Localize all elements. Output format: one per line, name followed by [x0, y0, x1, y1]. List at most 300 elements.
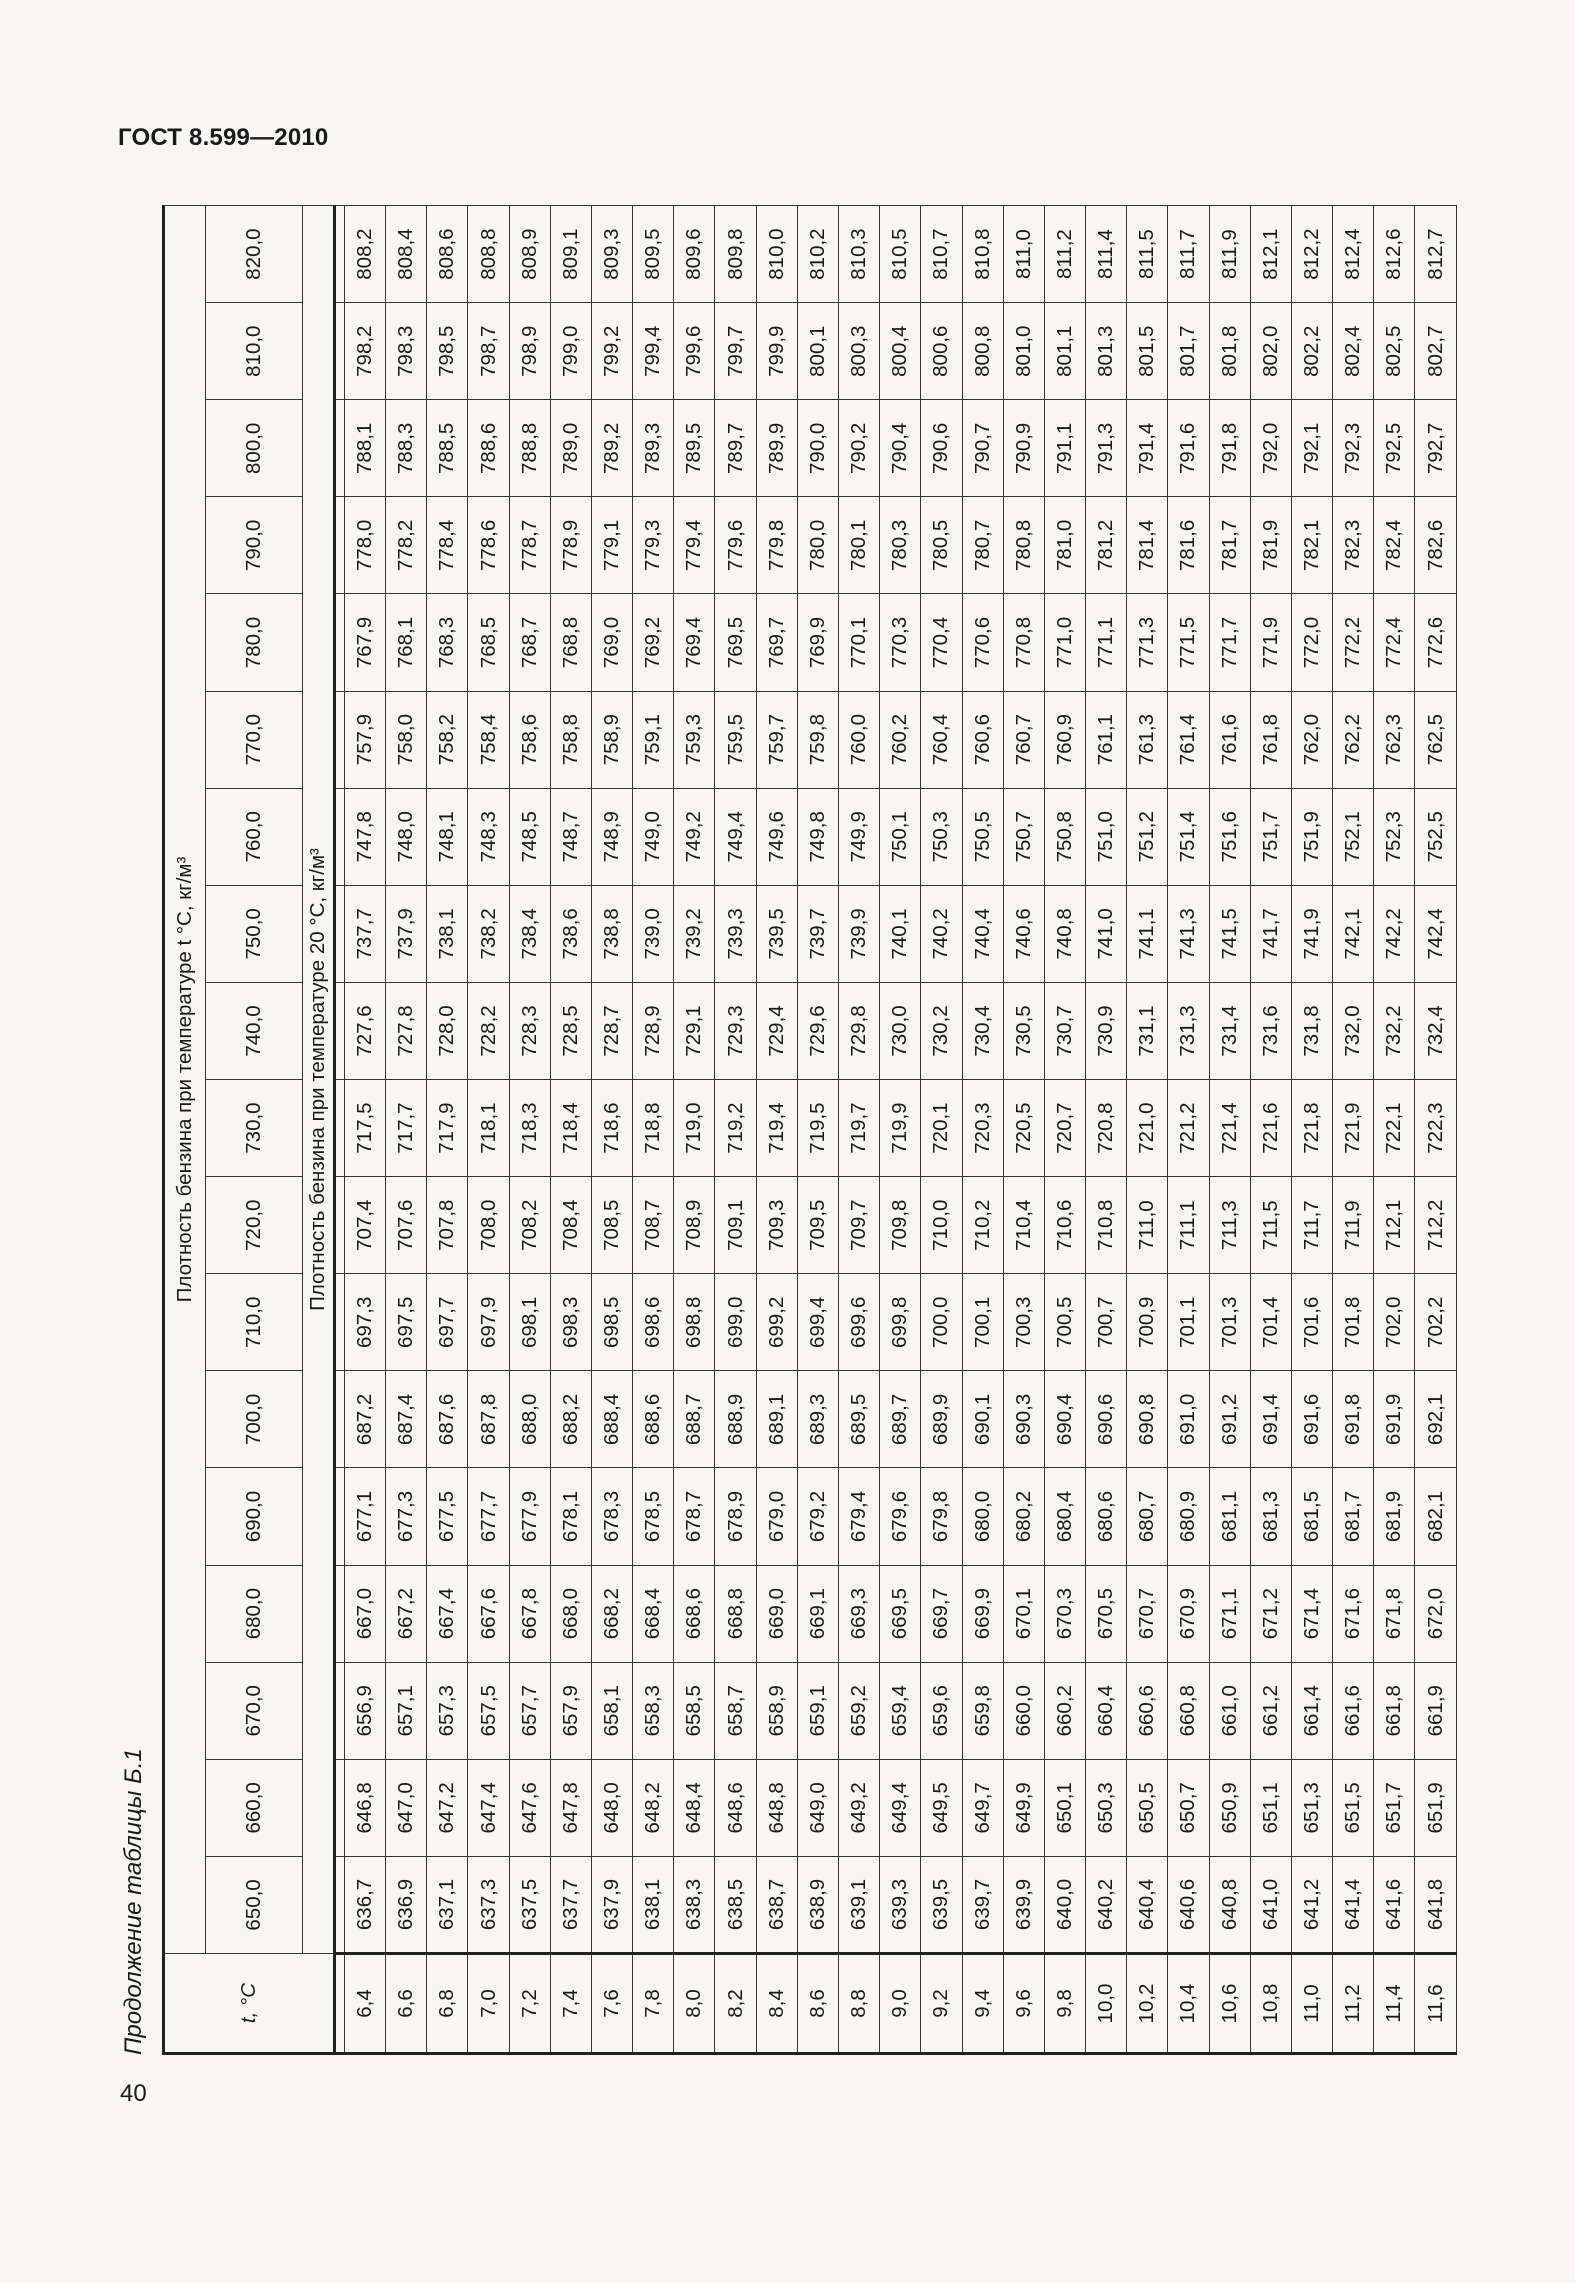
density-cell: 680,2	[1003, 1468, 1044, 1565]
density-cell: 811,2	[1044, 206, 1085, 303]
density-cell: 690,3	[1003, 1371, 1044, 1468]
density-cell: 657,1	[386, 1662, 427, 1759]
density-cell: 690,6	[1086, 1371, 1127, 1468]
density-cell: 758,0	[386, 691, 427, 788]
density-cell: 649,5	[921, 1759, 962, 1856]
density-cell: 810,2	[797, 206, 838, 303]
density-cell: 701,1	[1168, 1274, 1209, 1371]
table-row	[633, 206, 674, 2054]
density-cell: 771,7	[1209, 594, 1250, 691]
density-cell: 771,1	[1086, 594, 1127, 691]
table-row	[1333, 206, 1374, 2054]
density-cell: 780,5	[921, 497, 962, 594]
density-cell: 808,2	[344, 206, 385, 303]
density-cell: 687,4	[386, 1371, 427, 1468]
density-cell: 811,7	[1168, 206, 1209, 303]
density-cell: 791,3	[1086, 400, 1127, 497]
density-cell: 678,3	[591, 1468, 632, 1565]
density-cell: 677,7	[468, 1468, 509, 1565]
density-cell: 768,5	[468, 594, 509, 691]
density-cell: 771,0	[1044, 594, 1085, 691]
density-cell: 668,4	[633, 1565, 674, 1662]
density-cell: 718,6	[591, 1080, 632, 1177]
density-cell: 697,9	[468, 1274, 509, 1371]
density-cell: 762,3	[1374, 691, 1415, 788]
density-cell: 649,2	[839, 1759, 880, 1856]
density-cell: 742,1	[1333, 885, 1374, 982]
density-cell: 730,0	[880, 982, 921, 1079]
density-cell: 752,5	[1415, 788, 1457, 885]
density-cell: 791,6	[1168, 400, 1209, 497]
table-row	[1127, 206, 1168, 2054]
density-cell: 732,0	[1333, 982, 1374, 1079]
density-cell: 672,0	[1415, 1565, 1457, 1662]
density-cell: 699,6	[839, 1274, 880, 1371]
density-cell: 650,7	[1168, 1759, 1209, 1856]
density-cell: 801,3	[1086, 303, 1127, 400]
density-cell: 799,0	[550, 303, 591, 400]
density-cell: 679,2	[797, 1468, 838, 1565]
temperature-cell: 10,2	[1127, 1954, 1168, 2054]
density-cell: 729,8	[839, 982, 880, 1079]
density-cell: 659,6	[921, 1662, 962, 1759]
temperature-cell: 10,0	[1086, 1954, 1127, 2054]
density-cell: 812,4	[1333, 206, 1374, 303]
table-row	[1415, 206, 1457, 2054]
density-cell: 748,1	[427, 788, 468, 885]
density-cell: 700,7	[1086, 1274, 1127, 1371]
density-cell: 749,6	[756, 788, 797, 885]
density-cell: 660,0	[1003, 1662, 1044, 1759]
density-cell: 721,0	[1127, 1080, 1168, 1177]
density-cell: 761,1	[1086, 691, 1127, 788]
density-cell: 751,2	[1127, 788, 1168, 885]
density-cell: 780,0	[797, 497, 838, 594]
density-cell: 767,9	[344, 594, 385, 691]
density-cell: 668,0	[550, 1565, 591, 1662]
density-cell: 781,7	[1209, 497, 1250, 594]
density-cell: 677,9	[509, 1468, 550, 1565]
density-cell: 739,3	[715, 885, 756, 982]
density-cell: 679,0	[756, 1468, 797, 1565]
table-row	[591, 206, 632, 2054]
density-cell: 810,7	[921, 206, 962, 303]
density-cell: 749,9	[839, 788, 880, 885]
density-cell: 638,9	[797, 1856, 838, 1953]
column-header: 780,0	[206, 594, 303, 691]
density-cell: 718,3	[509, 1080, 550, 1177]
density-cell: 692,1	[1415, 1371, 1457, 1468]
spacer-cell	[335, 206, 345, 303]
density-cell: 712,2	[1415, 1177, 1457, 1274]
density-cell: 669,3	[839, 1565, 880, 1662]
density-cell: 671,8	[1374, 1565, 1415, 1662]
density-cell: 700,0	[921, 1274, 962, 1371]
density-cell: 757,9	[344, 691, 385, 788]
density-cell: 638,5	[715, 1856, 756, 1953]
spacer-cell	[335, 1371, 345, 1468]
density-cell: 722,1	[1374, 1080, 1415, 1177]
density-cell: 731,1	[1127, 982, 1168, 1079]
density-cell: 799,6	[674, 303, 715, 400]
density-cell: 647,8	[550, 1759, 591, 1856]
density-cell: 772,4	[1374, 594, 1415, 691]
density-cell: 779,3	[633, 497, 674, 594]
density-cell: 809,6	[674, 206, 715, 303]
column-header: 660,0	[206, 1759, 303, 1856]
density-cell: 738,4	[509, 885, 550, 982]
density-cell: 719,7	[839, 1080, 880, 1177]
density-cell: 810,0	[756, 206, 797, 303]
density-cell: 709,7	[839, 1177, 880, 1274]
density-cell: 679,8	[921, 1468, 962, 1565]
density-cell: 728,9	[633, 982, 674, 1079]
density-cell: 659,8	[962, 1662, 1003, 1759]
density-cell: 760,9	[1044, 691, 1085, 788]
density-cell: 708,5	[591, 1177, 632, 1274]
density-cell: 711,5	[1250, 1177, 1291, 1274]
density-cell: 649,4	[880, 1759, 921, 1856]
density-cell: 709,1	[715, 1177, 756, 1274]
density-cell: 770,6	[962, 594, 1003, 691]
density-cell: 781,6	[1168, 497, 1209, 594]
density-cell: 728,7	[591, 982, 632, 1079]
temperature-header: t, °C	[164, 1954, 335, 2054]
density-cell: 742,4	[1415, 885, 1457, 982]
density-cell: 670,9	[1168, 1565, 1209, 1662]
density-cell: 738,1	[427, 885, 468, 982]
density-cell: 710,0	[921, 1177, 962, 1274]
density-cell: 749,8	[797, 788, 838, 885]
density-cell: 758,4	[468, 691, 509, 788]
density-cell: 741,0	[1086, 885, 1127, 982]
density-cell: 792,7	[1415, 400, 1457, 497]
density-cell: 812,7	[1415, 206, 1457, 303]
density-cell: 790,6	[921, 400, 962, 497]
density-cell: 769,5	[715, 594, 756, 691]
density-cell: 761,6	[1209, 691, 1250, 788]
density-cell: 660,6	[1127, 1662, 1168, 1759]
density-cell: 650,5	[1127, 1759, 1168, 1856]
table-row	[1003, 206, 1044, 2054]
density-cell: 641,0	[1250, 1856, 1291, 1953]
spacer-cell	[335, 1468, 345, 1565]
density-cell: 801,5	[1127, 303, 1168, 400]
density-cell: 721,4	[1209, 1080, 1250, 1177]
density-cell: 639,1	[839, 1856, 880, 1953]
density-cell: 808,6	[427, 206, 468, 303]
density-cell: 778,4	[427, 497, 468, 594]
density-cell: 749,0	[633, 788, 674, 885]
column-header: 710,0	[206, 1274, 303, 1371]
density-cell: 801,8	[1209, 303, 1250, 400]
density-cell: 780,7	[962, 497, 1003, 594]
density-cell: 678,9	[715, 1468, 756, 1565]
density-table-rotated	[162, 205, 1457, 2055]
density-cell: 717,5	[344, 1080, 385, 1177]
density-cell: 780,3	[880, 497, 921, 594]
density-cell: 772,0	[1291, 594, 1332, 691]
density-cell: 778,0	[344, 497, 385, 594]
spacer-cell	[335, 1080, 345, 1177]
density-cell: 637,1	[427, 1856, 468, 1953]
density-cell: 689,7	[880, 1371, 921, 1468]
density-cell: 801,1	[1044, 303, 1085, 400]
density-cell: 762,2	[1333, 691, 1374, 788]
density-cell: 639,3	[880, 1856, 921, 1953]
density-cell: 731,6	[1250, 982, 1291, 1079]
density-cell: 647,2	[427, 1759, 468, 1856]
density-cell: 729,1	[674, 982, 715, 1079]
density-cell: 729,4	[756, 982, 797, 1079]
density-cell: 639,7	[962, 1856, 1003, 1953]
density-cell: 690,8	[1127, 1371, 1168, 1468]
density-cell: 798,7	[468, 303, 509, 400]
density-cell: 728,5	[550, 982, 591, 1079]
density-cell: 668,6	[674, 1565, 715, 1662]
density-cell: 717,7	[386, 1080, 427, 1177]
temperature-cell: 7,2	[509, 1954, 550, 2054]
column-header: 670,0	[206, 1662, 303, 1759]
density-cell: 638,1	[633, 1856, 674, 1953]
density-cell: 698,8	[674, 1274, 715, 1371]
density-cell: 728,0	[427, 982, 468, 1079]
density-cell: 741,9	[1291, 885, 1332, 982]
density-cell: 729,3	[715, 982, 756, 1079]
density-cell: 800,8	[962, 303, 1003, 400]
density-cell: 711,9	[1333, 1177, 1374, 1274]
density-cell: 681,5	[1291, 1468, 1332, 1565]
density-cell: 758,2	[427, 691, 468, 788]
density-cell: 677,3	[386, 1468, 427, 1565]
density-cell: 729,6	[797, 982, 838, 1079]
density-cell: 811,4	[1086, 206, 1127, 303]
density-cell: 636,7	[344, 1856, 385, 1953]
density-cell: 751,4	[1168, 788, 1209, 885]
density-cell: 658,7	[715, 1662, 756, 1759]
density-cell: 691,6	[1291, 1371, 1332, 1468]
density-cell: 782,3	[1333, 497, 1374, 594]
density-cell: 748,5	[509, 788, 550, 885]
temperature-cell: 8,8	[839, 1954, 880, 2054]
table-body	[335, 206, 1457, 2054]
density-cell: 691,2	[1209, 1371, 1250, 1468]
density-cell: 751,0	[1086, 788, 1127, 885]
density-cell: 682,1	[1415, 1468, 1457, 1565]
density-cell: 798,3	[386, 303, 427, 400]
density-cell: 788,8	[509, 400, 550, 497]
density-cell: 699,2	[756, 1274, 797, 1371]
density-cell: 741,5	[1209, 885, 1250, 982]
spacer-cell	[335, 1759, 345, 1856]
density-cell: 768,8	[550, 594, 591, 691]
density-cell: 649,0	[797, 1759, 838, 1856]
density-cell: 759,5	[715, 691, 756, 788]
density-cell: 648,2	[633, 1759, 674, 1856]
spacer-cell	[335, 497, 345, 594]
density-cell: 772,2	[1333, 594, 1374, 691]
density-cell: 640,6	[1168, 1856, 1209, 1953]
density-cell: 657,3	[427, 1662, 468, 1759]
density-cell: 810,5	[880, 206, 921, 303]
density-cell: 688,9	[715, 1371, 756, 1468]
spacer-cell	[335, 400, 345, 497]
density-cell: 712,1	[1374, 1177, 1415, 1274]
density-cell: 769,0	[591, 594, 632, 691]
density-cell: 689,5	[839, 1371, 880, 1468]
density-cell: 750,8	[1044, 788, 1085, 885]
density-cell: 640,0	[1044, 1856, 1085, 1953]
density-cell: 678,5	[633, 1468, 674, 1565]
density-cell: 637,3	[468, 1856, 509, 1953]
density-cell: 688,6	[633, 1371, 674, 1468]
density-cell: 650,9	[1209, 1759, 1250, 1856]
density-cell: 681,1	[1209, 1468, 1250, 1565]
table-row	[880, 206, 921, 2054]
density-cell: 782,4	[1374, 497, 1415, 594]
density-cell: 691,0	[1168, 1371, 1209, 1468]
density-cell: 731,4	[1209, 982, 1250, 1079]
density-cell: 741,3	[1168, 885, 1209, 982]
density-cell: 747,8	[344, 788, 385, 885]
density-cell: 707,6	[386, 1177, 427, 1274]
density-cell: 810,8	[962, 206, 1003, 303]
density-cell: 719,2	[715, 1080, 756, 1177]
density-cell: 658,1	[591, 1662, 632, 1759]
table-row	[1086, 206, 1127, 2054]
spacer-cell	[335, 885, 345, 982]
temperature-cell: 9,4	[962, 1954, 1003, 2054]
density-cell: 661,9	[1415, 1662, 1457, 1759]
column-header: 770,0	[206, 691, 303, 788]
density-cell: 758,9	[591, 691, 632, 788]
column-header: 700,0	[206, 1371, 303, 1468]
density-cell: 641,8	[1415, 1856, 1457, 1953]
density-cell: 711,1	[1168, 1177, 1209, 1274]
table-row	[756, 206, 797, 2054]
density-cell: 772,6	[1415, 594, 1457, 691]
table-row	[550, 206, 591, 2054]
density-cell: 769,2	[633, 594, 674, 691]
density-cell: 702,2	[1415, 1274, 1457, 1371]
density-cell: 742,2	[1374, 885, 1415, 982]
density-cell: 737,9	[386, 885, 427, 982]
table-row	[509, 206, 550, 2054]
table-row	[1291, 206, 1332, 2054]
column-header: 760,0	[206, 788, 303, 885]
density-cell: 681,3	[1250, 1468, 1291, 1565]
temperature-cell: 11,0	[1291, 1954, 1332, 2054]
column-header: 650,0	[206, 1856, 303, 1953]
spacer-cell	[335, 1177, 345, 1274]
density-cell: 657,5	[468, 1662, 509, 1759]
temperature-cell: 7,4	[550, 1954, 591, 2054]
density-cell: 658,5	[674, 1662, 715, 1759]
density-cell: 710,2	[962, 1177, 1003, 1274]
density-cell: 732,4	[1415, 982, 1457, 1079]
density-cell: 811,9	[1209, 206, 1250, 303]
density-cell: 678,7	[674, 1468, 715, 1565]
density-cell: 661,2	[1250, 1662, 1291, 1759]
density-cell: 691,9	[1374, 1371, 1415, 1468]
density-cell: 661,8	[1374, 1662, 1415, 1759]
density-cell: 677,5	[427, 1468, 468, 1565]
density-cell: 730,5	[1003, 982, 1044, 1079]
density-cell: 727,6	[344, 982, 385, 1079]
spacer-cell	[335, 1565, 345, 1662]
density-cell: 761,8	[1250, 691, 1291, 788]
density-cell: 741,1	[1127, 885, 1168, 982]
density-cell: 720,8	[1086, 1080, 1127, 1177]
density-cell: 738,6	[550, 885, 591, 982]
density-cell: 789,9	[756, 400, 797, 497]
density-cell: 800,4	[880, 303, 921, 400]
density-cell: 699,0	[715, 1274, 756, 1371]
spacer-cell	[335, 1274, 345, 1371]
density-cell: 769,4	[674, 594, 715, 691]
density-cell: 739,5	[756, 885, 797, 982]
density-cell: 800,3	[839, 303, 880, 400]
density-cell: 792,1	[1291, 400, 1332, 497]
density-cell: 710,4	[1003, 1177, 1044, 1274]
density-cell: 650,3	[1086, 1759, 1127, 1856]
density-cell: 667,0	[344, 1565, 385, 1662]
density-cell: 698,3	[550, 1274, 591, 1371]
density-cell: 808,9	[509, 206, 550, 303]
density-cell: 789,3	[633, 400, 674, 497]
density-cell: 759,7	[756, 691, 797, 788]
density-cell: 688,4	[591, 1371, 632, 1468]
density-cell: 648,0	[591, 1759, 632, 1856]
density-cell: 799,4	[633, 303, 674, 400]
column-header: 750,0	[206, 885, 303, 982]
density-cell: 687,8	[468, 1371, 509, 1468]
density-cell: 650,1	[1044, 1759, 1085, 1856]
density-cell: 670,3	[1044, 1565, 1085, 1662]
density-cell: 721,8	[1291, 1080, 1332, 1177]
density-cell: 740,4	[962, 885, 1003, 982]
density-cell: 660,2	[1044, 1662, 1085, 1759]
density-cell: 790,9	[1003, 400, 1044, 497]
density-cell: 758,6	[509, 691, 550, 788]
density-cell: 790,4	[880, 400, 921, 497]
density-cell: 680,9	[1168, 1468, 1209, 1565]
density-cell: 752,3	[1374, 788, 1415, 885]
density-cell: 709,8	[880, 1177, 921, 1274]
density-cell: 728,2	[468, 982, 509, 1079]
density-cell: 641,2	[1291, 1856, 1332, 1953]
spacer-cell	[335, 1662, 345, 1759]
density-cell: 802,0	[1250, 303, 1291, 400]
density-cell: 649,9	[1003, 1759, 1044, 1856]
density-cell: 769,7	[756, 594, 797, 691]
density-cell: 719,4	[756, 1080, 797, 1177]
density-cell: 690,1	[962, 1371, 1003, 1468]
temperature-cell: 11,2	[1333, 1954, 1374, 2054]
density-cell: 791,1	[1044, 400, 1085, 497]
density-cell: 788,1	[344, 400, 385, 497]
density-cell: 758,8	[550, 691, 591, 788]
density-cell: 680,0	[962, 1468, 1003, 1565]
density-cell: 687,2	[344, 1371, 385, 1468]
table-caption: Продолжение таблицы Б.1	[120, 1748, 147, 2055]
density-cell: 808,8	[468, 206, 509, 303]
temperature-cell: 9,0	[880, 1954, 921, 2054]
density-cell: 740,8	[1044, 885, 1085, 982]
density-cell: 648,6	[715, 1759, 756, 1856]
density-cell: 810,3	[839, 206, 880, 303]
temperature-cell: 7,6	[591, 1954, 632, 2054]
